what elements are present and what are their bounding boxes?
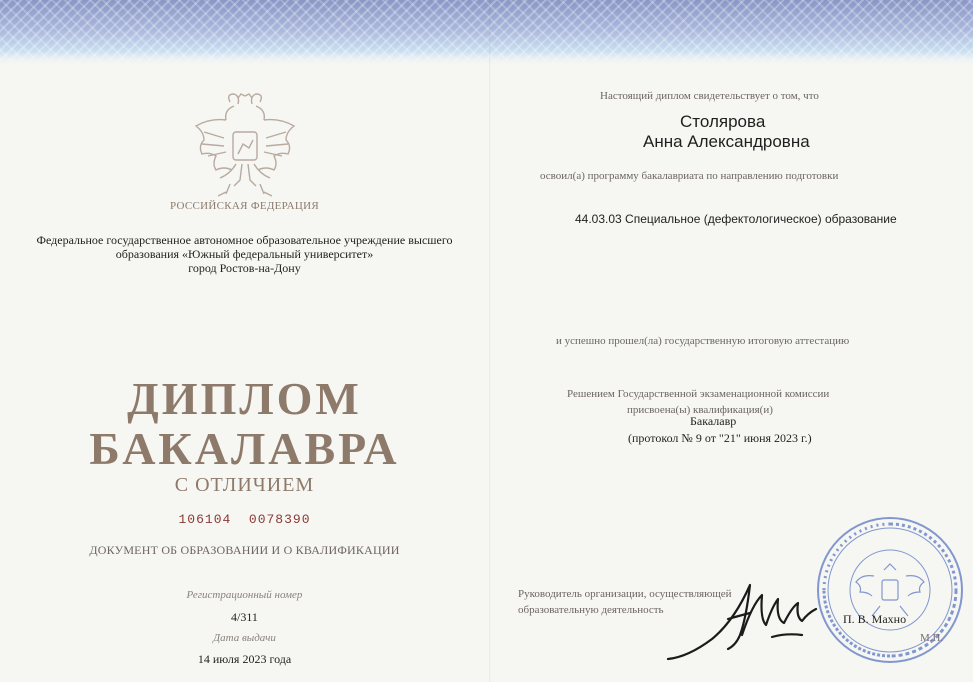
institution-city: город Ростов-на-Дону — [188, 261, 301, 275]
head-of-organization-label: Руководитель организации, осуществляющей образовательную деятельность — [518, 588, 732, 616]
graduate-surname: Столярова — [680, 112, 766, 131]
institution-name — [0, 233, 489, 275]
qualification: Бакалавр — [690, 414, 737, 428]
certifies-text: Настоящий диплом свидетельствует о том, что — [600, 90, 819, 102]
diploma-degree: БАКАЛАВРА — [89, 423, 400, 474]
double-headed-eagle-icon — [190, 92, 300, 200]
serial-number: 106104 0078390 — [178, 512, 311, 527]
qualification-assigned: присвоена(ы) квалификация(и) — [627, 404, 773, 416]
signer-name: П. В. Махно — [843, 612, 907, 626]
institution-line: Федеральное государственное автономное образовательное учреждение высшего — [36, 233, 453, 247]
document-type: ДОКУМЕНТ ОБ ОБРАЗОВАНИИ И О КВАЛИФИКАЦИИ — [89, 543, 400, 557]
registration-number: 4/311 — [231, 610, 258, 624]
stamp-mark: М.П. — [920, 632, 944, 644]
institution-line: образования «Южный федеральный университет» — [115, 247, 374, 261]
band-fade — [0, 52, 973, 66]
program-name: 44.03.03 Специальное (дефектологическое) образование — [575, 212, 897, 226]
commission-decision: Решением Государственной экзаменационной комиссии — [567, 388, 830, 400]
issue-date-label: Дата выдачи — [213, 632, 276, 644]
diploma-title: ДИПЛОМ — [127, 373, 362, 424]
country-name: РОССИЙСКАЯ ФЕДЕРАЦИЯ — [169, 200, 320, 212]
attestation-text: и успешно прошел(ла) государственную итоговую аттестацию — [556, 335, 850, 347]
page-fold — [489, 0, 491, 682]
handwritten-signature — [660, 575, 840, 670]
graduate-given-names: Анна Александровна — [643, 132, 810, 151]
protocol-reference: (протокол № 9 от "21" июня 2023 г.) — [628, 431, 812, 445]
diploma-honors: С ОТЛИЧИЕМ — [174, 474, 315, 496]
registration-label: Регистрационный номер — [186, 589, 303, 601]
mastered-text: освоил(а) программу бакалавриата по направлению подготовки — [540, 170, 839, 182]
issue-date: 14 июля 2023 года — [197, 652, 292, 666]
